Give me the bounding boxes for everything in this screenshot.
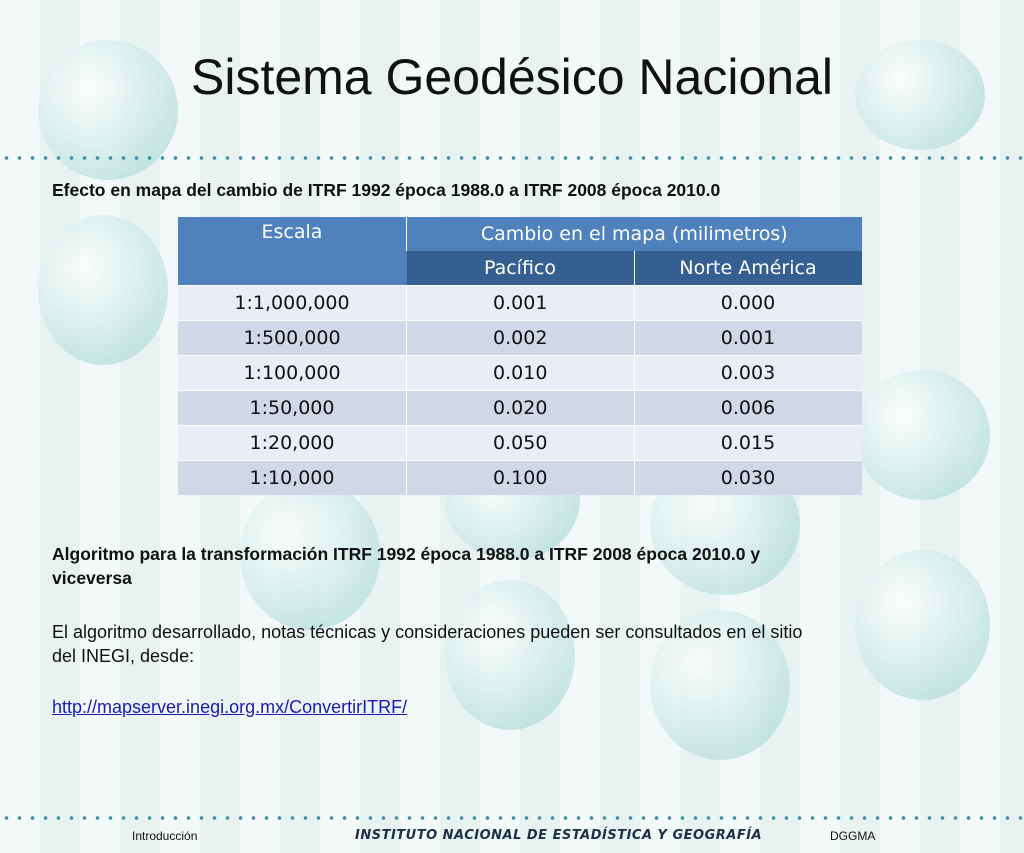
algorithm-heading-line: viceversa bbox=[52, 568, 132, 588]
footer-right: DGGMA bbox=[830, 829, 876, 843]
cell-north-america: 0.001 bbox=[634, 321, 862, 356]
cell-pacific: 0.020 bbox=[407, 391, 635, 426]
header-change: Cambio en el mapa (milimetros) bbox=[407, 217, 862, 251]
table-row bbox=[178, 286, 862, 321]
algorithm-body-line: del INEGI, desde: bbox=[52, 646, 195, 666]
cell-scale: 1:100,000 bbox=[178, 356, 407, 391]
cell-pacific: 0.002 bbox=[407, 321, 635, 356]
cell-pacific: 0.001 bbox=[407, 286, 635, 321]
algorithm-body-line: El algoritmo desarrollado, notas técnicas y consideraciones pueden ser consultados en el sitio bbox=[52, 622, 803, 642]
cell-pacific: 0.010 bbox=[407, 356, 635, 391]
cell-scale: 1:20,000 bbox=[178, 426, 407, 461]
footer-institution: INSTITUTO NACIONAL DE ESTADÍSTICA Y GEOGRAFÍA bbox=[355, 828, 763, 843]
algorithm-heading bbox=[52, 542, 972, 590]
table-row bbox=[178, 391, 862, 426]
table-row bbox=[178, 461, 862, 496]
top-dotted-divider bbox=[0, 155, 1024, 161]
cell-pacific: 0.100 bbox=[407, 461, 635, 496]
header-scale: Escala bbox=[178, 217, 407, 286]
cell-scale: 1:50,000 bbox=[178, 391, 407, 426]
cell-north-america: 0.015 bbox=[634, 426, 862, 461]
cell-scale: 1:10,000 bbox=[178, 461, 407, 496]
cell-north-america: 0.003 bbox=[634, 356, 862, 391]
decorative-bubble bbox=[38, 215, 168, 365]
bottom-dotted-divider bbox=[0, 815, 1024, 821]
cell-scale: 1:500,000 bbox=[178, 321, 407, 356]
cell-north-america: 0.030 bbox=[634, 461, 862, 496]
cell-north-america: 0.006 bbox=[634, 391, 862, 426]
footer-left: Introducción bbox=[132, 829, 198, 843]
decorative-bubble bbox=[855, 370, 990, 500]
table-row bbox=[178, 356, 862, 391]
cell-scale: 1:1,000,000 bbox=[178, 286, 407, 321]
table-row bbox=[178, 321, 862, 356]
header-north-america: Norte América bbox=[634, 251, 862, 286]
table-caption: Efecto en mapa del cambio de ITRF 1992 época 1988.0 a ITRF 2008 época 2010.0 bbox=[52, 180, 721, 200]
algorithm-heading-line: Algoritmo para la transformación ITRF 1992 época 1988.0 a ITRF 2008 época 2010.0 y bbox=[52, 544, 761, 564]
convertir-itrf-link[interactable]: http://mapserver.inegi.org.mx/ConvertirITRF/ bbox=[52, 697, 408, 717]
table-row bbox=[178, 426, 862, 461]
change-table bbox=[178, 217, 862, 495]
cell-north-america: 0.000 bbox=[634, 286, 862, 321]
header-pacific: Pacífico bbox=[407, 251, 635, 286]
algorithm-body bbox=[52, 620, 972, 668]
slide-title: Sistema Geodésico Nacional bbox=[191, 49, 833, 105]
cell-pacific: 0.050 bbox=[407, 426, 635, 461]
